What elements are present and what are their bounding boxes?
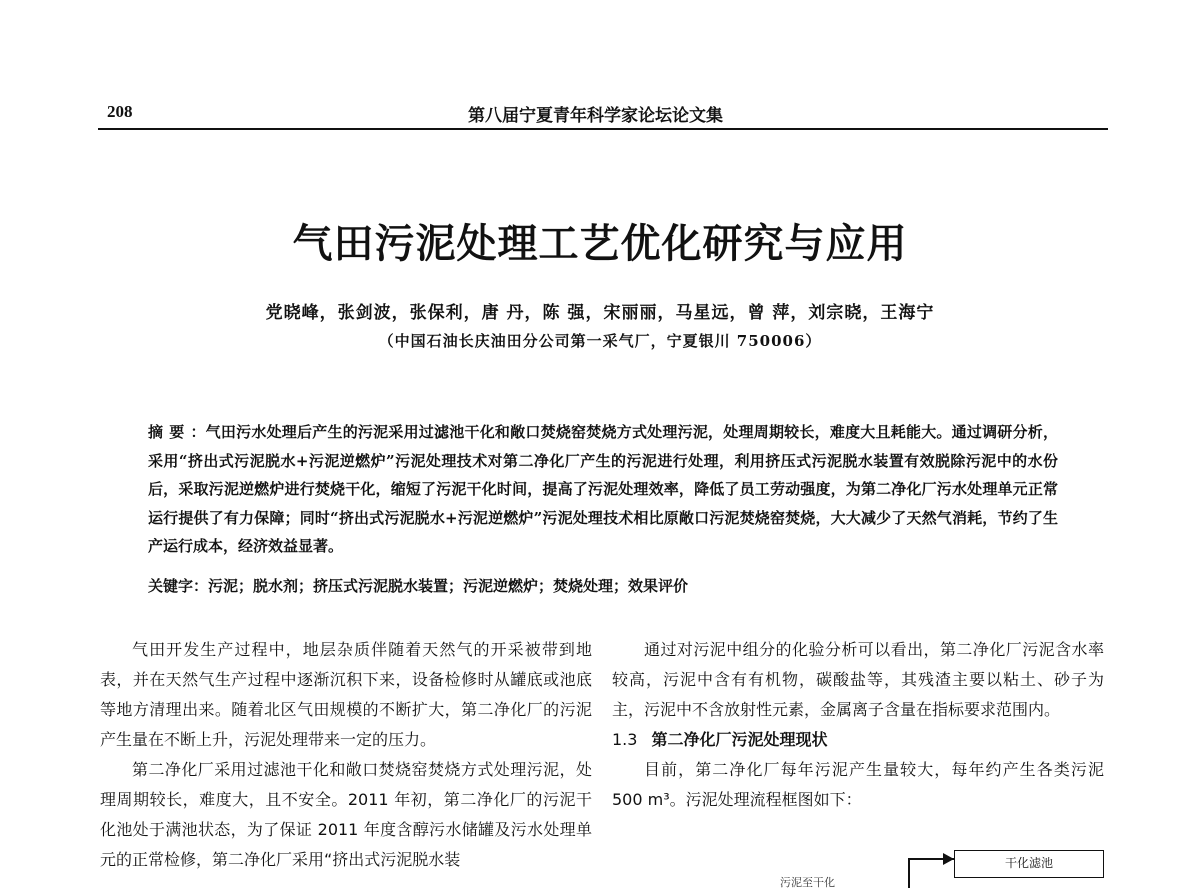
- abstract-label: 摘要: [148, 423, 191, 441]
- paragraph: 通过对污泥中组分的化验分析可以看出，第二净化厂污泥含水率较高，污泥中含有有机物，碳酸盐等，其残渣主要以粘土、砂子为主，污泥中不含放射性元素，金属离子含量在指标要求范围内。: [612, 640, 1104, 719]
- section-number: 1.3: [612, 730, 638, 749]
- abstract: [148, 418, 1058, 561]
- paragraph: 第二净化厂采用过滤池干化和敞口焚烧窑焚烧方式处理污泥，处理周期较长，难度大，且不安全。2011 年初，第二净化厂的污泥干化池处于满池状态，为了保证 2011 年度含醇污水储罐及污水处理单元的正常检修，第二净化厂采用“挤出式污泥脱水装: [100, 760, 592, 869]
- flowchart-box-label: 干化滤池: [1004, 856, 1053, 870]
- affiliation: （中国石油长庆油田分公司第一采气厂，宁夏银川 750006）: [378, 332, 822, 350]
- paragraph: 气田开发生产过程中，地层杂质伴随着天然气的开采被带到地表，并在天然气生产过程中逐渐沉积下来，设备检修时从罐底或池底等地方清理出来。随着北区气田规模的不断扩大，第二净化厂的污泥产生量在不断上升，污泥处理带来一定的压力。: [100, 640, 592, 749]
- header-rule: [98, 128, 1108, 130]
- body-column-right: [612, 635, 1104, 815]
- running-title: 第八届宁夏青年科学家论坛论文集: [468, 106, 723, 126]
- page-number: 208: [107, 102, 133, 121]
- flowchart-connector: [908, 858, 910, 888]
- author-list: 党晓峰，张剑波，张保利，唐 丹，陈 强，宋丽丽，马星远，曾 萍，刘宗晓，王海宁: [265, 303, 935, 323]
- page-header: [98, 98, 1106, 124]
- flowchart-box: [954, 850, 1104, 878]
- flowchart-left-label: 污泥至干化: [780, 876, 835, 889]
- arrow-right-icon: [943, 853, 954, 865]
- keywords-label: 关键字: [148, 577, 194, 595]
- section-title: 第二净化厂污泥处理现状: [651, 730, 828, 749]
- flowchart: [780, 846, 1110, 889]
- section-heading: [612, 725, 1104, 755]
- keywords-text: ：污泥；脱水剂；挤压式污泥脱水装置；污泥逆燃炉；焚烧处理；效果评价: [193, 577, 689, 595]
- abstract-text: ：气田污水处理后产生的污泥采用过滤池干化和敞口焚烧窑焚烧方式处理污泥，处理周期较长，难度大且耗能大。通过调研分析，采用“挤出式污泥脱水+污泥逆燃炉”污泥处理技术对第二净化厂产生的污泥进行处理，利用挤压式污泥脱水装置有效脱除污泥中的水份后，采取污泥逆燃炉进行焚烧干化，缩短了污泥干化时间，提高了污泥处理效率，降低了员工劳动强度，为第二净化厂污水处理单元正常运行提供了有力保障；同时“挤出式污泥脱水+污泥逆燃炉”污泥处理技术相比原敞口污泥焚烧窑焚烧，大大减少了天然气消耗，节约了生产运行成本，经济效益显著。: [148, 423, 1058, 555]
- body-column-left: [100, 635, 592, 875]
- paper-title: 气田污泥处理工艺优化研究与应用: [292, 220, 908, 267]
- keywords: [148, 572, 1058, 600]
- paragraph: 目前，第二净化厂每年污泥产生量较大，每年约产生各类污泥 500 m³。污泥处理流程框图如下：: [612, 760, 1104, 809]
